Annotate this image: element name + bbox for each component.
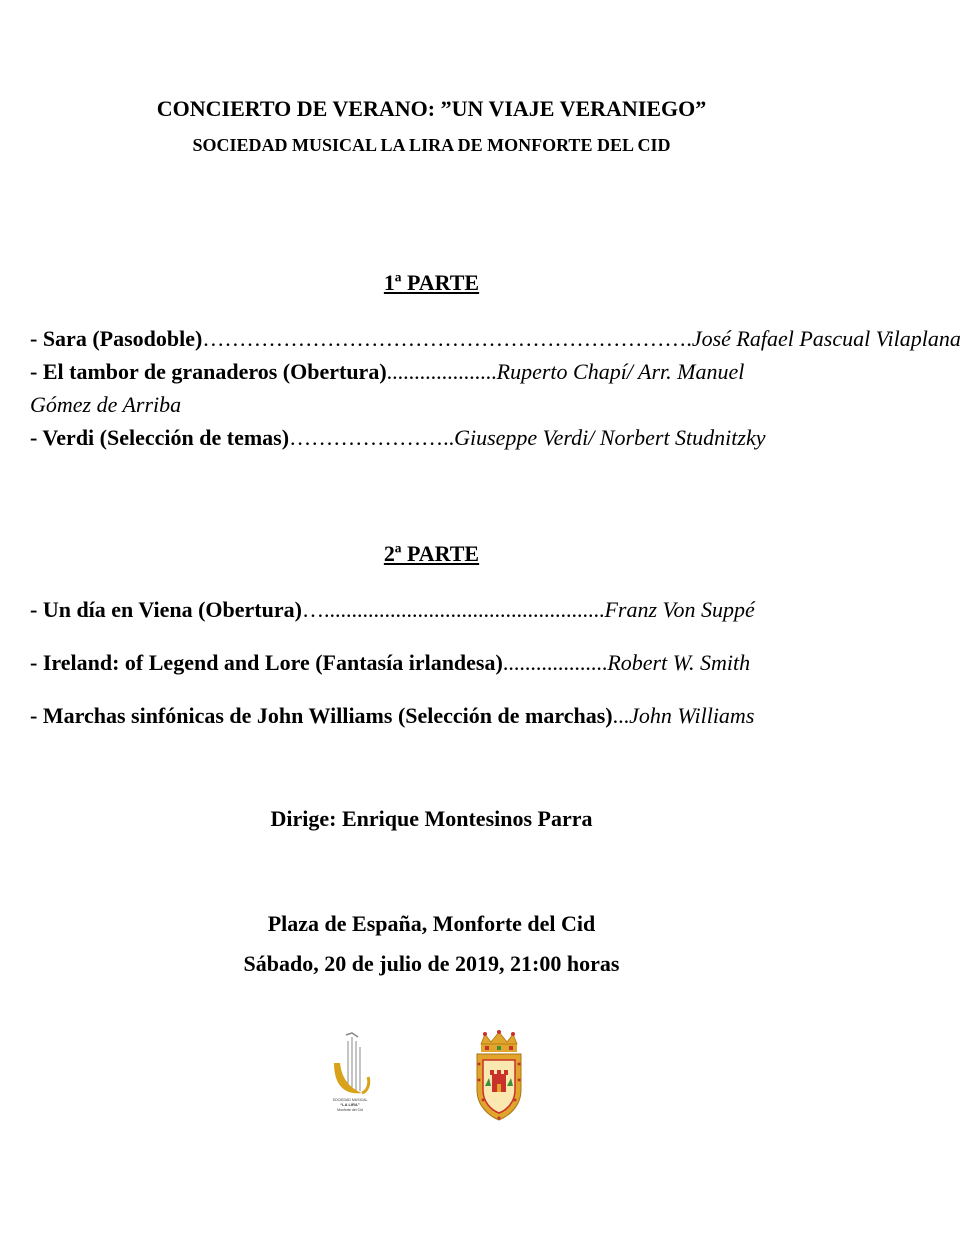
dot-leader: …...................................................: [301, 597, 605, 622]
monforte-coat-of-arms: [471, 1030, 527, 1126]
venue-line: Plaza de España, Monforte del Cid: [267, 911, 596, 936]
date-time-line: Sábado, 20 de julio de 2019, 21:00 horas: [243, 951, 620, 976]
svg-text:Monforte del Cid: Monforte del Cid: [337, 1108, 363, 1112]
piece-title: - Ireland: of Legend and Lore (Fantasía irlandesa): [30, 650, 503, 675]
svg-text:SOCIEDAD MUSICAL: SOCIEDAD MUSICAL: [332, 1098, 368, 1102]
program-item: [30, 322, 961, 355]
svg-text:“LA LIRA”: “LA LIRA”: [340, 1102, 360, 1107]
conductor-line: Dirige: Enrique Montesinos Parra: [270, 806, 593, 831]
composer: Ruperto Chapí/ Arr. Manuel: [496, 359, 745, 384]
lyre-icon: [334, 1033, 369, 1093]
la-lira-logo: [328, 1033, 372, 1113]
program-item: [30, 646, 750, 679]
dot-leader: ………………………………………………………….: [202, 326, 692, 351]
piece-title: - Sara (Pasodoble): [30, 326, 203, 351]
shield-icon: [477, 1054, 521, 1120]
crown-icon: [481, 1030, 517, 1052]
program-item: [30, 355, 744, 388]
composer: Franz Von Suppé: [604, 597, 755, 622]
composer: Giuseppe Verdi/ Norbert Studnitzky: [454, 425, 766, 450]
part2-heading: 2ª PARTE: [383, 541, 480, 566]
composer: Robert W. Smith: [607, 650, 751, 675]
program-item-continuation: [30, 388, 181, 421]
dot-leader: ....................: [386, 359, 497, 384]
society-subtitle: SOCIEDAD MUSICAL LA LIRA DE MONFORTE DEL CID: [192, 135, 671, 155]
program-item: [30, 593, 755, 626]
composer: John Williams: [629, 703, 755, 728]
piece-title: - El tambor de granaderos (Obertura): [30, 359, 387, 384]
concert-title: CONCIERTO DE VERANO: ”UN VIAJE VERANIEGO”: [156, 96, 707, 121]
program-item: [30, 699, 754, 732]
dot-leader: ...: [612, 703, 630, 728]
piece-title: - Verdi (Selección de temas): [30, 425, 290, 450]
piece-title: - Marchas sinfónicas de John Williams (Selección de marchas): [30, 703, 613, 728]
composer-continuation: Gómez de Arriba: [30, 392, 182, 417]
dot-leader: ...................: [502, 650, 608, 675]
part1-heading: 1ª PARTE: [383, 270, 480, 295]
piece-title: - Un día en Viena (Obertura): [30, 597, 302, 622]
composer: José Rafael Pascual Vilaplana: [691, 326, 961, 351]
dot-leader: …………………..: [289, 425, 455, 450]
program-item: [30, 421, 766, 454]
